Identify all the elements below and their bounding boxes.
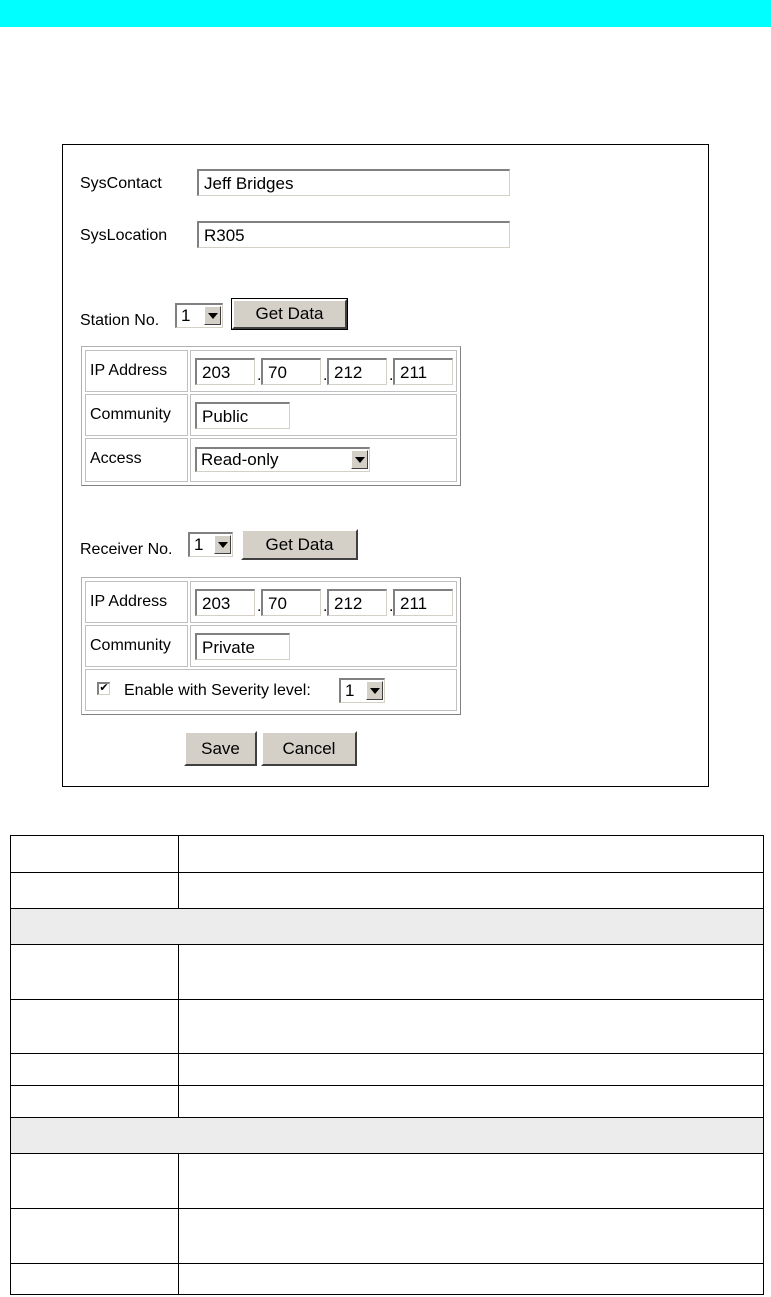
table-cell xyxy=(179,1209,764,1264)
station-no-label: Station No. xyxy=(80,312,160,329)
station-community-input[interactable] xyxy=(195,402,290,429)
chevron-down-icon[interactable] xyxy=(214,535,231,554)
receiver-get-data-button[interactable]: Get Data xyxy=(241,529,358,560)
table-cell xyxy=(11,1209,179,1264)
cancel-button[interactable]: Cancel xyxy=(261,731,357,766)
table-section-row xyxy=(11,909,764,945)
receiver-no-select[interactable] xyxy=(188,532,233,557)
receiver-ip-cell xyxy=(190,581,457,623)
station-ip-octet-3[interactable] xyxy=(327,358,387,385)
table-cell xyxy=(179,873,764,909)
table-row xyxy=(11,1086,764,1118)
table-cell xyxy=(179,836,764,873)
chevron-down-icon[interactable] xyxy=(351,450,368,469)
station-ip-cell xyxy=(190,350,457,392)
severity-level-value: 1 xyxy=(345,681,355,700)
receiver-ip-label-cell xyxy=(85,581,188,623)
snmp-config-panel xyxy=(62,144,709,787)
receiver-community-input[interactable] xyxy=(195,633,290,660)
enable-severity-label: Enable with Severity level: xyxy=(124,682,311,699)
station-access-value: Read-only xyxy=(201,450,279,469)
receiver-ip-octet-1[interactable] xyxy=(195,589,255,616)
receiver-severity-cell xyxy=(85,669,457,711)
table-cell xyxy=(11,1154,179,1209)
table-cell xyxy=(11,1118,764,1154)
receiver-community-cell xyxy=(190,625,457,667)
station-community-label: Community xyxy=(90,406,171,423)
station-ip-octet-4[interactable] xyxy=(393,358,453,385)
table-cell xyxy=(11,1264,179,1295)
receiver-settings-group xyxy=(81,577,461,715)
enable-severity-checkbox[interactable]: ✔ xyxy=(97,682,110,695)
table-cell xyxy=(179,1086,764,1118)
receiver-ip-octet-2[interactable] xyxy=(261,589,321,616)
receiver-ip-octet-3[interactable] xyxy=(327,589,387,616)
table-cell xyxy=(11,1000,179,1054)
station-settings-group xyxy=(81,346,461,486)
table-cell xyxy=(11,1054,179,1086)
table-row xyxy=(11,1154,764,1209)
table-section-row xyxy=(11,1118,764,1154)
table-cell xyxy=(11,1086,179,1118)
station-ip-label: IP Address xyxy=(90,362,168,379)
ip-separator: . xyxy=(389,598,394,615)
station-access-select[interactable] xyxy=(195,447,370,472)
receiver-community-label-cell xyxy=(85,625,188,667)
table-row xyxy=(11,1264,764,1295)
ip-separator: . xyxy=(323,367,328,384)
syslocation-label: SysLocation xyxy=(80,227,168,244)
receiver-ip-octet-4[interactable] xyxy=(393,589,453,616)
syscontact-input[interactable] xyxy=(197,169,510,196)
description-table xyxy=(10,835,764,1295)
table-row xyxy=(11,1054,764,1086)
table-row xyxy=(11,873,764,909)
station-access-label: Access xyxy=(90,450,142,467)
table-row xyxy=(11,1209,764,1264)
syscontact-label: SysContact xyxy=(80,175,162,192)
receiver-no-label: Receiver No. xyxy=(80,541,173,558)
table-row xyxy=(11,836,764,873)
table-cell xyxy=(179,1054,764,1086)
station-no-value: 1 xyxy=(181,306,191,325)
station-access-cell xyxy=(190,438,457,482)
station-community-label-cell xyxy=(85,394,188,436)
table-cell xyxy=(179,1000,764,1054)
table-cell xyxy=(179,945,764,1000)
ip-separator: . xyxy=(389,367,394,384)
receiver-community-label: Community xyxy=(90,637,171,654)
station-community-cell xyxy=(190,394,457,436)
chevron-down-icon[interactable] xyxy=(366,681,383,700)
station-ip-octet-1[interactable] xyxy=(195,358,255,385)
chevron-down-icon[interactable] xyxy=(204,306,221,325)
table-cell xyxy=(11,945,179,1000)
top-banner xyxy=(0,0,771,27)
station-get-data-button[interactable]: Get Data xyxy=(232,299,347,329)
severity-level-select[interactable] xyxy=(339,678,385,703)
save-button[interactable]: Save xyxy=(184,731,257,766)
table-cell xyxy=(179,1264,764,1295)
table-cell xyxy=(11,873,179,909)
station-access-label-cell xyxy=(85,438,188,482)
table-cell xyxy=(11,909,764,945)
table-row xyxy=(11,945,764,1000)
table-cell xyxy=(11,836,179,873)
ip-separator: . xyxy=(257,598,262,615)
table-cell xyxy=(179,1154,764,1209)
ip-separator: . xyxy=(257,367,262,384)
station-ip-octet-2[interactable] xyxy=(261,358,321,385)
receiver-ip-label: IP Address xyxy=(90,593,168,610)
station-no-select[interactable] xyxy=(175,303,223,328)
ip-separator: . xyxy=(323,598,328,615)
syslocation-input[interactable] xyxy=(197,221,510,248)
table-row xyxy=(11,1000,764,1054)
station-ip-label-cell xyxy=(85,350,188,392)
receiver-no-value: 1 xyxy=(194,535,204,554)
